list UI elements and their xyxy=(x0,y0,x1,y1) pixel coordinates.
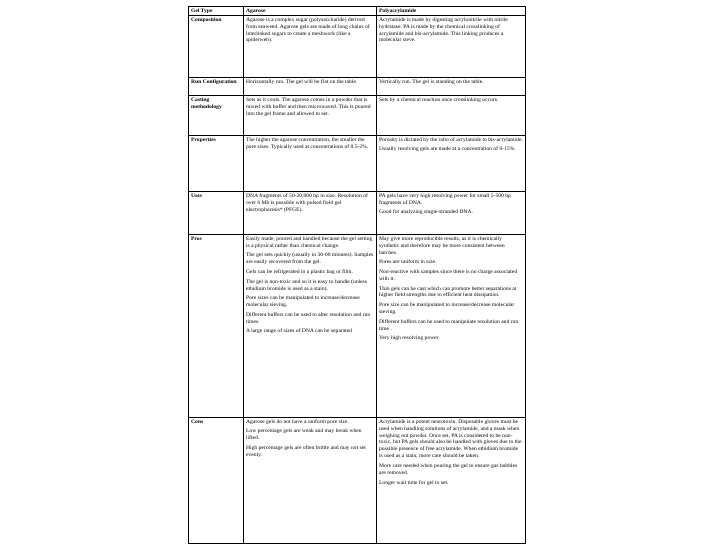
polyacrylamide-cell xyxy=(377,192,526,235)
polyacrylamide-cell xyxy=(377,96,526,136)
row-label: Casting methodology xyxy=(189,96,244,136)
polyacrylamide-paragraph: Usually resolving gels are made at a concentration of 6-15%. xyxy=(379,146,516,153)
polyacrylamide-paragraph: Acrylamide is a potent neurotoxin. Disposable gloves must be used when handling solutions of acrylamide, and a mask when weighing out powder. Once set, PA is considered to be non-toxic, but PA gels should also be handled with gloves due to the possible presence of free acrylamide. When ethidium bromide is used as a stain, more care should be taken. xyxy=(379,418,522,460)
agarose-cell xyxy=(244,16,377,78)
agarose-paragraph: Horizontally run. The gel will be flat on the table. xyxy=(246,78,358,85)
header-polyacrylamide: Polyacrylamide xyxy=(377,7,526,16)
polyacrylamide-cell xyxy=(377,16,526,78)
row-label: Properties xyxy=(189,136,244,192)
polyacrylamide-cell xyxy=(377,78,526,96)
polyacrylamide-cell xyxy=(377,235,526,418)
agarose-paragraph: Pore sizes can be manipulated to increase/decrease molecular sieving. xyxy=(246,295,360,309)
polyacrylamide-paragraph: Porosity is dictated by the ratio of acrylamide to bis-acrylamide. xyxy=(379,136,523,143)
agarose-paragraph: Low percentage gels are weak and may break when lifted. xyxy=(246,428,362,442)
row-label: Uses xyxy=(189,192,244,235)
agarose-cell xyxy=(244,418,377,544)
agarose-cell xyxy=(244,235,377,418)
agarose-paragraph: Easily made, poured and handled because the gel setting is a physical rather than chemical change. xyxy=(246,235,373,249)
row-label: Pros xyxy=(189,235,244,418)
gel-comparison-table xyxy=(188,6,526,544)
polyacrylamide-paragraph: Different buffers can be used to manipulate resolution and run time . xyxy=(379,318,519,332)
polyacrylamide-paragraph: Thin gels can be cast which can promote better separations at higher field strengths due to efficient heat dissipation. xyxy=(379,285,517,299)
header-agarose: Agarose xyxy=(244,7,377,16)
table-row xyxy=(189,96,526,136)
polyacrylamide-paragraph: Non-reactive with samples since there is no charge associated with it. xyxy=(379,268,518,282)
agarose-cell xyxy=(244,96,377,136)
agarose-paragraph: Gels can be refrigerated in a plastic bag or film. xyxy=(246,268,353,275)
table-body xyxy=(189,16,526,544)
header-row xyxy=(189,7,526,16)
agarose-cell xyxy=(244,136,377,192)
table-row xyxy=(189,78,526,96)
agarose-paragraph: Different buffers can be used to alter resolution and run times. xyxy=(246,311,371,325)
agarose-paragraph: High percentage gels are often brittle and may not set evenly. xyxy=(246,445,366,458)
row-label: Composition xyxy=(189,16,244,78)
polyacrylamide-paragraph: Pore size can be manipulated to increase/decrease molecular sieving. xyxy=(379,302,515,316)
row-label: Run Configuration xyxy=(189,78,244,96)
polyacrylamide-cell xyxy=(377,136,526,192)
table-row xyxy=(189,16,526,78)
agarose-paragraph: DNA fragments of 50-20,000 bp in size. Resolution of over 6 Mb is possible with pulsed field gel electrophoresis* (PFGE). xyxy=(246,192,368,213)
row-label: Cons xyxy=(189,418,244,544)
polyacrylamide-paragraph: Good for analyzing single-stranded DNA. xyxy=(379,209,473,216)
polyacrylamide-paragraph: May give more reproducible results, as it is chemically synthetic and therefore may be more consistent between batches. xyxy=(379,235,505,256)
polyacrylamide-paragraph: Pores are uniform in size. xyxy=(379,259,437,266)
table-row xyxy=(189,192,526,235)
agarose-paragraph: The gel sets quickly (usually in 30-60 minutes). Samples are easily recovered from the gel. xyxy=(246,252,374,266)
agarose-paragraph: Sets as it cools. The agarose comes in a powder that is mixed with buffer and then microwaved. This is poured into the gel frame and allowed to set. xyxy=(246,96,371,117)
agarose-paragraph: Agarose gels do not have a uniform pore size. xyxy=(246,418,349,425)
table-row xyxy=(189,136,526,192)
agarose-paragraph: The gel is non-toxic and so it is easy to handle (unless ethidium bromide is used as a stain). xyxy=(246,278,368,292)
polyacrylamide-cell xyxy=(377,418,526,544)
agarose-cell xyxy=(244,192,377,235)
agarose-paragraph: The higher the agarose concentration, the smaller the pore sizes. Typically used at concentrations of 0.5-2%. xyxy=(246,136,369,150)
polyacrylamide-paragraph: Vertically run. The gel is standing on the table. xyxy=(379,78,484,85)
polyacrylamide-paragraph: Acrylamide is made by digesting acrylonitrile with nitrile hydratase. PA is made by the chemical crosslinking of acrylamide and bis-acrylamide. This linking produces a molecular sieve. xyxy=(379,16,508,44)
polyacrylamide-paragraph: Longer wait time for gel to set. xyxy=(379,479,449,486)
polyacrylamide-paragraph: Very high resolving power. xyxy=(379,335,440,342)
agarose-paragraph: A large range of sizes of DNA can be separated xyxy=(246,328,352,335)
agarose-paragraph: Agarose is a complex sugar (polysaccharide) derived from seaweed. Agarose gels are made of long chains of interlinked sugars to create a meshwork (like a spiderweb). xyxy=(246,16,370,44)
table-row xyxy=(189,235,526,418)
polyacrylamide-paragraph: PA gels have very high resolving power for small 5-500 bp fragments of DNA. xyxy=(379,192,511,206)
header-gel-type: Gel Type xyxy=(189,7,244,16)
polyacrylamide-paragraph: More care needed when pouring the gel to ensure gas bubbles are removed. xyxy=(379,462,518,476)
polyacrylamide-paragraph: Sets by a chemical reaction once crosslinking occurs. xyxy=(379,96,499,103)
table-row xyxy=(189,418,526,544)
agarose-cell xyxy=(244,78,377,96)
